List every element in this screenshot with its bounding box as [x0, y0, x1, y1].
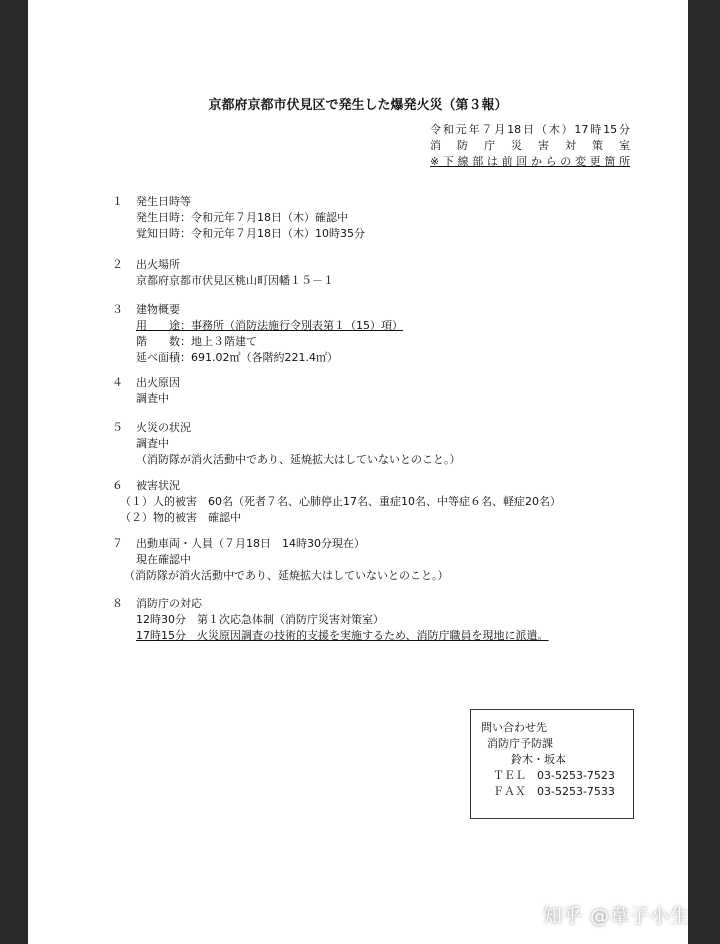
report-date: 令和元年７月18日（木）17時15分 [430, 123, 630, 136]
section-line: 現在確認中 [136, 553, 191, 566]
section-line: （２）物的被害 確認中 [120, 511, 241, 524]
section-number: １ [112, 195, 123, 208]
section-line: 調査中 [136, 437, 169, 450]
section-number: ４ [112, 376, 123, 389]
viewer-gutter-right [688, 0, 720, 944]
section-number: ８ [112, 597, 123, 610]
document-page [28, 0, 688, 944]
contact-box [470, 709, 634, 819]
section-line: （消防隊が消火活動中であり、延焼拡大はしていないとのこと。） [136, 453, 461, 466]
section-line: 用 途：事務所（消防法施行令別表第１（15）項） [136, 319, 403, 332]
change-note: ※下線部は前回からの変更箇所 [430, 155, 630, 168]
section-line: 調査中 [136, 392, 169, 405]
section-heading: 出動車両・人員（７月18日 14時30分現在） [136, 537, 365, 550]
section-number: ２ [112, 258, 123, 271]
section-heading: 出火原因 [136, 376, 180, 389]
section-heading: 消防庁の対応 [136, 597, 202, 610]
section-line: （１）人的被害 60名（死者７名、心肺停止17名、重症10名、中等症６名、軽症20名） [120, 495, 561, 508]
section-line: （消防隊が消火活動中であり、延焼拡大はしていないとのこと。） [124, 569, 449, 582]
document-title: 京都府京都市伏見区で発生した爆発火災（第３報） [208, 98, 508, 113]
section-number: ３ [112, 303, 123, 316]
issuing-office: 消防庁災害対策室 [430, 139, 630, 152]
section-line: 12時30分 第１次応急体制（消防庁災害対策室） [136, 613, 384, 626]
contact-names: 鈴木・坂本 [511, 753, 566, 766]
viewer-gutter-left [0, 0, 28, 944]
contact-label: 問い合わせ先 [481, 721, 547, 734]
watermark-text: 知乎 @韋子小生 [542, 905, 690, 927]
section-number: ６ [112, 479, 123, 492]
section-line: 延べ面積：691.02㎡（各階約221.4㎡） [136, 351, 338, 364]
section-heading: 発生日時等 [136, 195, 191, 208]
section-line: 階 数：地上３階建て [136, 335, 257, 348]
contact-tel: ＴＥＬ 03-5253-7523 [493, 769, 615, 782]
section-number: ７ [112, 537, 123, 550]
section-heading: 建物概要 [136, 303, 180, 316]
section-line: 覚知日時：令和元年７月18日（木）10時35分 [136, 227, 365, 240]
contact-dept: 消防庁予防課 [487, 737, 553, 750]
section-line: 発生日時：令和元年７月18日（木）確認中 [136, 211, 348, 224]
section-heading: 出火場所 [136, 258, 180, 271]
section-number: ５ [112, 421, 123, 434]
section-heading: 火災の状況 [136, 421, 191, 434]
section-line: 京都府京都市伏見区桃山町因幡１５－１ [136, 274, 334, 287]
section-line: 17時15分 火災原因調査の技術的支援を実施するため、消防庁職員を現地に派遣。 [136, 629, 549, 642]
section-heading: 被害状況 [136, 479, 180, 492]
document-header-block [430, 122, 630, 170]
contact-fax: ＦＡＸ 03-5253-7533 [493, 785, 615, 798]
